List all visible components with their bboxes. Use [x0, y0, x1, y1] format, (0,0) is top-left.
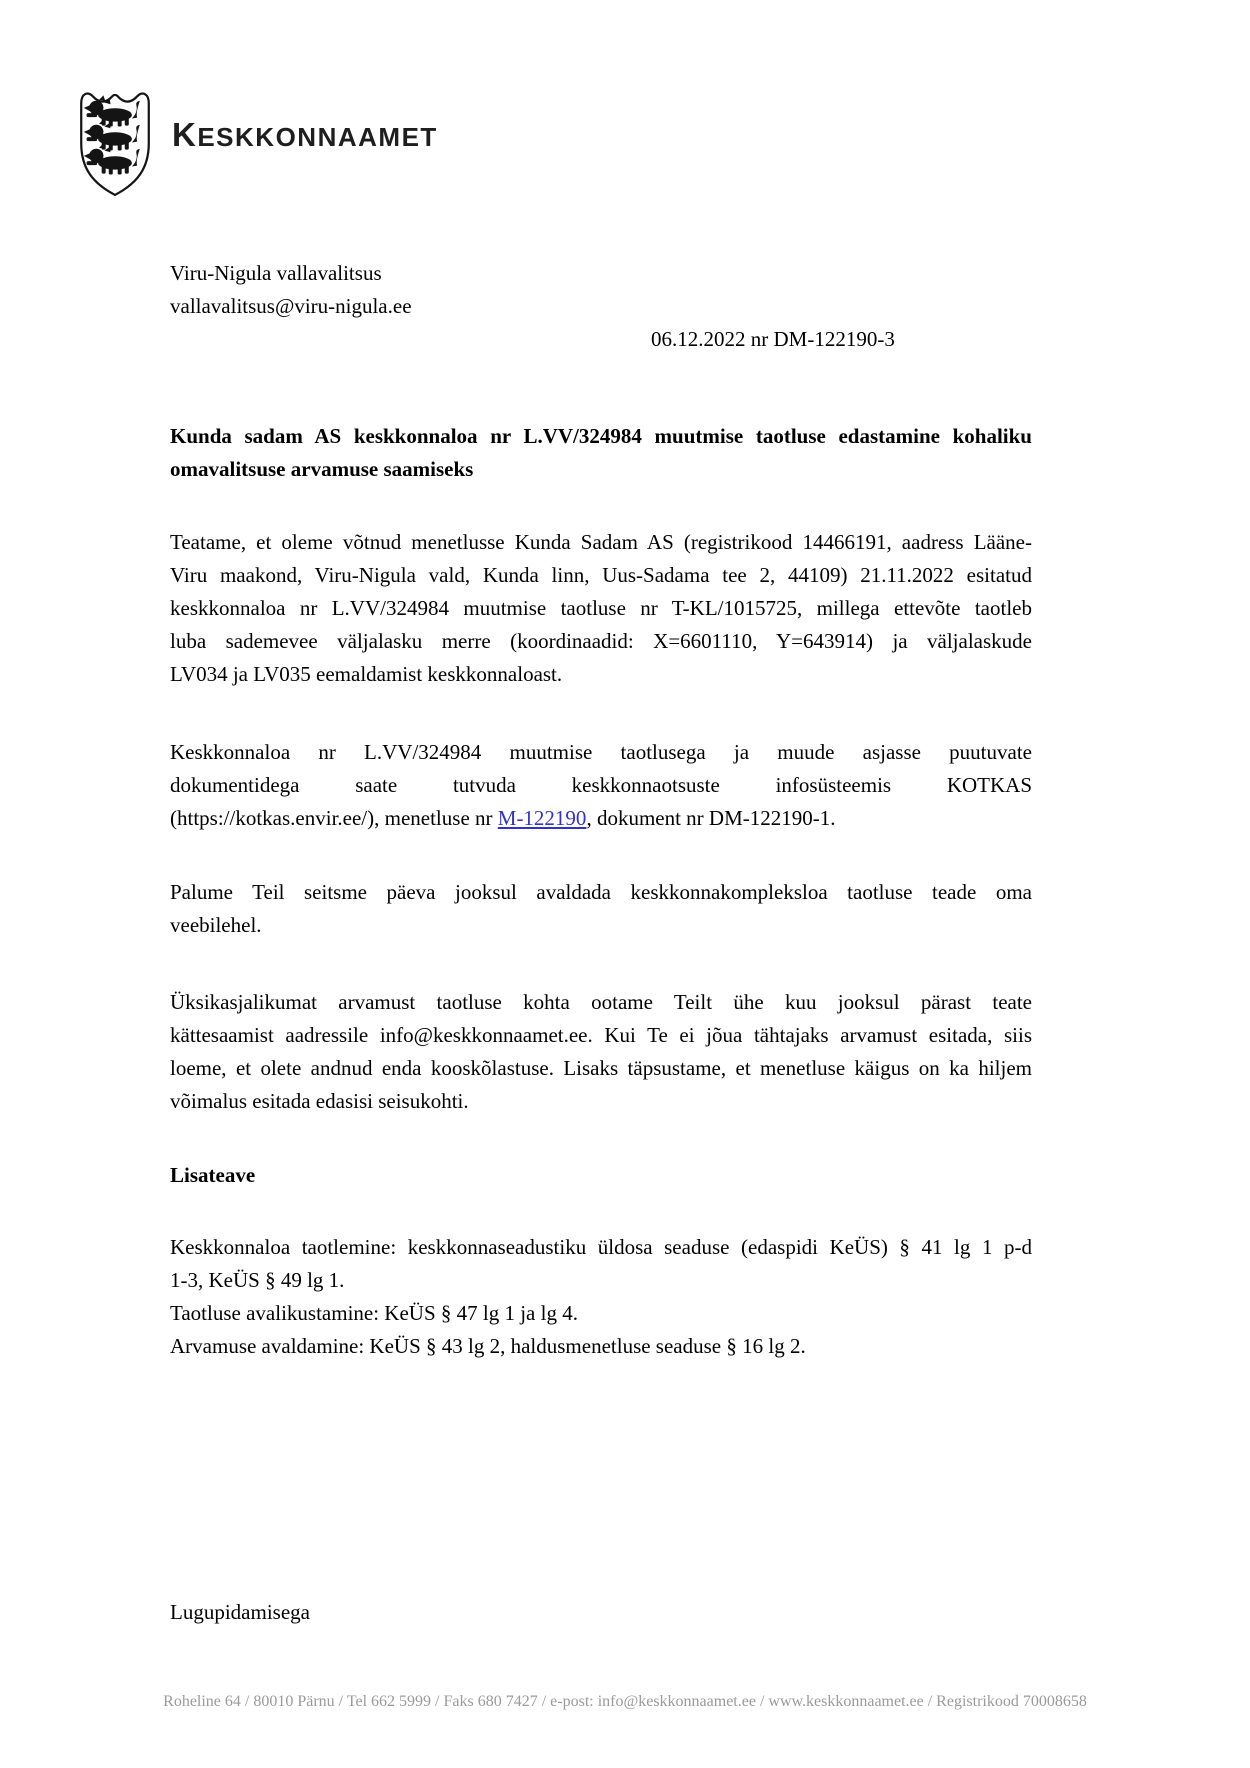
recipient-block — [170, 257, 1032, 323]
paragraph-legal-references — [170, 1231, 1032, 1363]
letter-title-line: omavalitsuse arvamuse saamiseks — [170, 457, 474, 481]
date-reference-line: 06.12.2022 nr DM-122190-3 — [651, 327, 895, 351]
paragraph-publish-request — [170, 876, 1032, 942]
paragraph-opinion-request — [170, 986, 1032, 1118]
body-line: Viru maakond, Viru-Nigula vald, Kunda linn, Uus-Sadama tee 2, 44109) 21.11.2022 esitatud — [170, 563, 1032, 587]
lisateave-heading: Lisateave — [170, 1163, 256, 1187]
kotkas-case-link[interactable]: M-122190 — [497, 806, 587, 830]
agency-logo-text: KESKKONNAAMET — [172, 115, 438, 153]
body-line: Keskkonnaloa taotlemine: keskkonnaseadustiku üldosa seaduse (edaspidi KeÜS) § 41 lg 1 p-d — [170, 1235, 1032, 1259]
body-line: kättesaamist aadressile info@keskkonnaamet.ee. Kui Te ei jõua tähtajaks arvamust esitada, siis — [170, 1023, 1032, 1047]
body-line: loeme, et olete andnud enda kooskõlastuse. Lisaks täpsustame, et menetluse käigus on ka hiljem — [170, 1056, 1032, 1080]
body-line: võimalus esitada edasisi seisukohti. — [170, 1089, 469, 1113]
letterhead — [75, 86, 1032, 199]
body-line: keskkonnaloa nr L.VV/324984 muutmise taotluse nr T-KL/1015725, millega ettevõte taotleb — [170, 596, 1032, 620]
body-line: Taotluse avalikustamine: KeÜS § 47 lg 1 ja lg 4. — [170, 1301, 578, 1325]
body-line: Teatame, et oleme võtnud menetlusse Kunda Sadam AS (registrikood 14466191, aadress Lääne- — [170, 530, 1032, 554]
body-line: LV034 ja LV035 eemaldamist keskkonnaloast. — [170, 662, 563, 686]
estonian-coat-of-arms-icon — [75, 86, 155, 199]
body-line: dokumentidega saate tutvuda keskkonnaotsuste infosüsteemis KOTKAS — [170, 773, 1032, 797]
letter-title-line: Kunda sadam AS keskkonnaloa nr L.VV/324984 muutmise taotluse edastamine kohaliku — [170, 424, 1032, 448]
link-prefix-text: (https://kotkas.envir.ee/), menetluse nr — [170, 806, 498, 830]
body-line: Palume Teil seitsme päeva jooksul avaldada keskkonnakompleksloa taotluse teade oma — [170, 880, 1032, 904]
body-line: Arvamuse avaldamine: KeÜS § 43 lg 2, haldusmenetluse seaduse § 16 lg 2. — [170, 1334, 806, 1358]
letter-title — [170, 420, 1032, 486]
body-line: 1-3, KeÜS § 49 lg 1. — [170, 1268, 345, 1292]
link-suffix-text: , dokument nr DM-122190-1. — [586, 806, 836, 830]
footer-contact-line: Roheline 64 / 80010 Pärnu / Tel 662 5999 / Faks 680 7427 / e-post: info@keskkonnaamet.ee / www.keskkonnaamet.ee / Registrikood 70008658 — [163, 1693, 1087, 1710]
body-line: Üksikasjalikumat arvamust taotluse kohta ootame Teilt ühe kuu jooksul pärast teate — [170, 990, 1032, 1014]
body-line — [170, 802, 1032, 835]
paragraph-kotkas-info — [170, 736, 1032, 835]
body-line: veebilehel. — [170, 913, 262, 937]
body-line: luba sademevee väljalasku merre (koordinaadid: X=6601110, Y=643914) ja väljalaskude — [170, 629, 1032, 653]
recipient-email: vallavalitsus@viru-nigula.ee — [170, 294, 412, 318]
closing-salutation: Lugupidamisega — [170, 1600, 310, 1624]
paragraph-notification — [170, 526, 1032, 691]
body-line: Keskkonnaloa nr L.VV/324984 muutmise taotlusega ja muude asjasse puutuvate — [170, 740, 1032, 764]
recipient-name: Viru-Nigula vallavalitsus — [170, 261, 382, 285]
